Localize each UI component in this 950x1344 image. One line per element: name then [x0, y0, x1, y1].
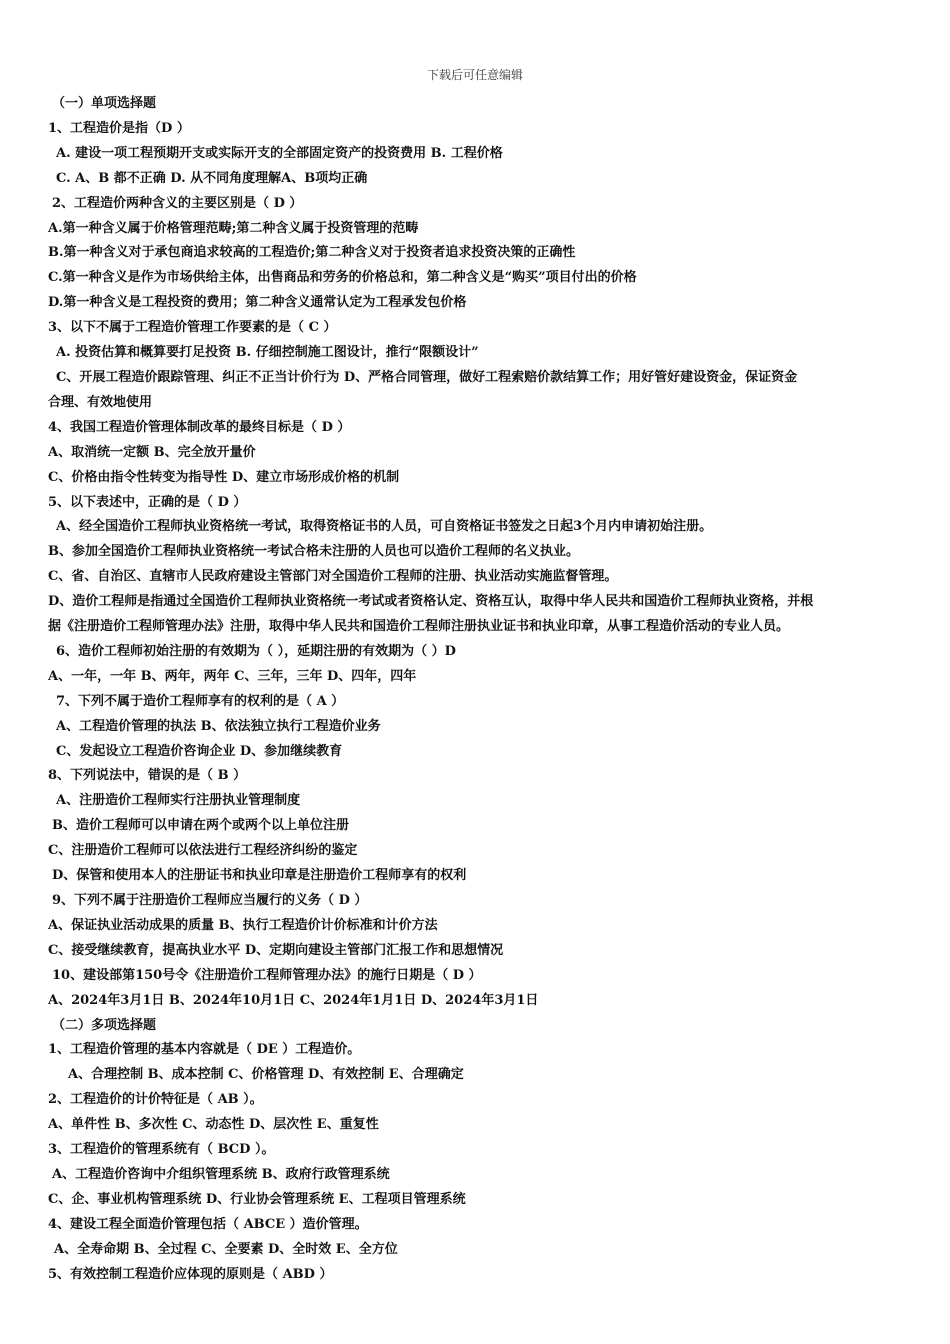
text-line: 4、建设工程全面造价管理包括（ ABCE ）造价管理。 [48, 1216, 368, 1232]
text-line: A.第一种含义属于价格管理范畴;第二种含义属于投资管理的范畴 [48, 220, 419, 236]
text-line: A、一年，一年 B、两年，两年 C、三年，三年 D、四年，四年 [48, 668, 417, 684]
text-line: 1、工程造价是指（D ） [48, 120, 190, 136]
text-line: D、保管和使用本人的注册证书和执业印章是注册造价工程师享有的权利 [52, 868, 467, 884]
text-line: B.第一种含义对于承包商追求较高的工程造价;第二种含义对于投资者追求投资决策的正确性 [48, 245, 576, 261]
text-line: 3、工程造价的管理系统有（ BCD ）。 [48, 1142, 275, 1158]
text-line: 7、下列不属于造价工程师享有的权利的是（ A ） [56, 693, 345, 709]
text-line: A、全寿命期 B、全过程 C、全要素 D、全时效 E、全方位 [54, 1241, 398, 1257]
text-line: 3、以下不属于工程造价管理工作要素的是（ C ） [48, 320, 337, 336]
text-line: C、注册造价工程师可以依法进行工程经济纠纷的鉴定 [48, 843, 358, 859]
text-line: D、造价工程师是指通过全国造价工程师执业资格统一考试或者资格认定、资格互认，取得中华人民共和国造价工程师执业资格，并根 [48, 594, 814, 610]
text-line: B、造价工程师可以申请在两个或两个以上单位注册 [52, 818, 349, 834]
text-line: A. 建设一项工程预期开支或实际开支的全部固定资产的投资费用 B. 工程价格 [56, 145, 503, 161]
text-line: B、参加全国造价工程师执业资格统一考试合格未注册的人员也可以造价工程师的名义执业。 [48, 544, 579, 560]
text-line: A、注册造价工程师实行注册执业管理制度 [56, 793, 301, 809]
text-line: C、接受继续教育，提高执业水平 D、定期向建设主管部门汇报工作和思想情况 [48, 942, 504, 958]
text-line: 6、造价工程师初始注册的有效期为（ ），延期注册的有效期为（ ）D [56, 643, 456, 659]
text-line: 10、建设部第150号令《注册造价工程师管理办法》的施行日期是（ D ） [52, 967, 482, 983]
text-line: A、取消统一定额 B、完全放开量价 [48, 444, 256, 460]
text-line: C、省、自治区、直辖市人民政府建设主管部门对全国造价工程师的注册、执业活动实施监督管理。 [48, 569, 618, 585]
text-line: A、经全国造价工程师执业资格统一考试，取得资格证书的人员，可自资格证书签发之日起3个月内申请初始注册。 [56, 519, 713, 535]
text-line: A、合理控制 B、成本控制 C、价格管理 D、有效控制 E、合理确定 [68, 1067, 464, 1083]
text-line: 1、工程造价管理的基本内容就是（ DE ）工程造价。 [48, 1042, 361, 1058]
text-line: 9、下列不属于注册造价工程师应当履行的义务（ D ） [52, 893, 368, 908]
page-header: 下载后可任意编辑 [426, 68, 523, 82]
document-body [48, 92, 908, 1288]
text-line: 2、工程造价两种含义的主要区别是（ D ） [52, 195, 303, 211]
text-line: C. A、B 都不正确 D. 从不同角度理解A、B项均正确 [56, 170, 368, 186]
text-line: A、工程造价咨询中介组织管理系统 B、政府行政管理系统 [52, 1166, 390, 1182]
text-line: D.第一种含义是工程投资的费用；第二种含义通常认定为工程承发包价格 [48, 295, 467, 311]
text-line: C、价格由指令性转变为指导性 D、建立市场形成价格的机制 [48, 469, 400, 485]
text-line: A、保证执业活动成果的质量 B、执行工程造价计价标准和计价方法 [48, 917, 438, 933]
text-line: C.第一种含义是作为市场供给主体，出售商品和劳务的价格总和，第二种含义是“购买”项目付出的价格 [48, 270, 637, 286]
text-line: 4、我国工程造价管理体制改革的最终目标是（ D ） [48, 419, 351, 435]
text-line: （一）单项选择题 [52, 96, 157, 111]
text-line: （二）多项选择题 [52, 1017, 157, 1033]
text-line: 合理、有效地使用 [48, 394, 153, 410]
text-line: A、工程造价管理的执法 B、依法独立执行工程造价业务 [56, 718, 381, 734]
text-line: 5、以下表述中，正确的是（ D ） [48, 494, 247, 510]
text-line: 5、有效控制工程造价应体现的原则是（ ABD ） [48, 1266, 333, 1282]
text-line: C、开展工程造价跟踪管理、纠正不正当计价行为 D、严格合同管理，做好工程索赔价款结算工作；用好管好建设资金，保证资金 [56, 369, 798, 385]
text-line: 8、下列说法中，错误的是（ B ） [48, 768, 247, 784]
text-line: A、2024年3月1日 B、2024年10月1日 C、2024年1月1日 D、2024年3月1日 [48, 992, 539, 1008]
text-line: C、企、事业机构管理系统 D、行业协会管理系统 E、工程项目管理系统 [48, 1191, 466, 1207]
text-line: 2、工程造价的计价特征是（ AB ）。 [48, 1092, 263, 1108]
text-line: A、单件性 B、多次性 C、动态性 D、层次性 E、重复性 [48, 1117, 379, 1133]
text-line: C、发起设立工程造价咨询企业 D、参加继续教育 [56, 743, 343, 759]
text-line: 据《注册造价工程师管理办法》注册，取得中华人民共和国造价工程师注册执业证书和执业印章，从事工程造价活动的专业人员。 [48, 619, 790, 635]
text-line: A. 投资估算和概算要打足投资 B. 仔细控制施工图设计，推行“限额设计” [56, 345, 479, 361]
